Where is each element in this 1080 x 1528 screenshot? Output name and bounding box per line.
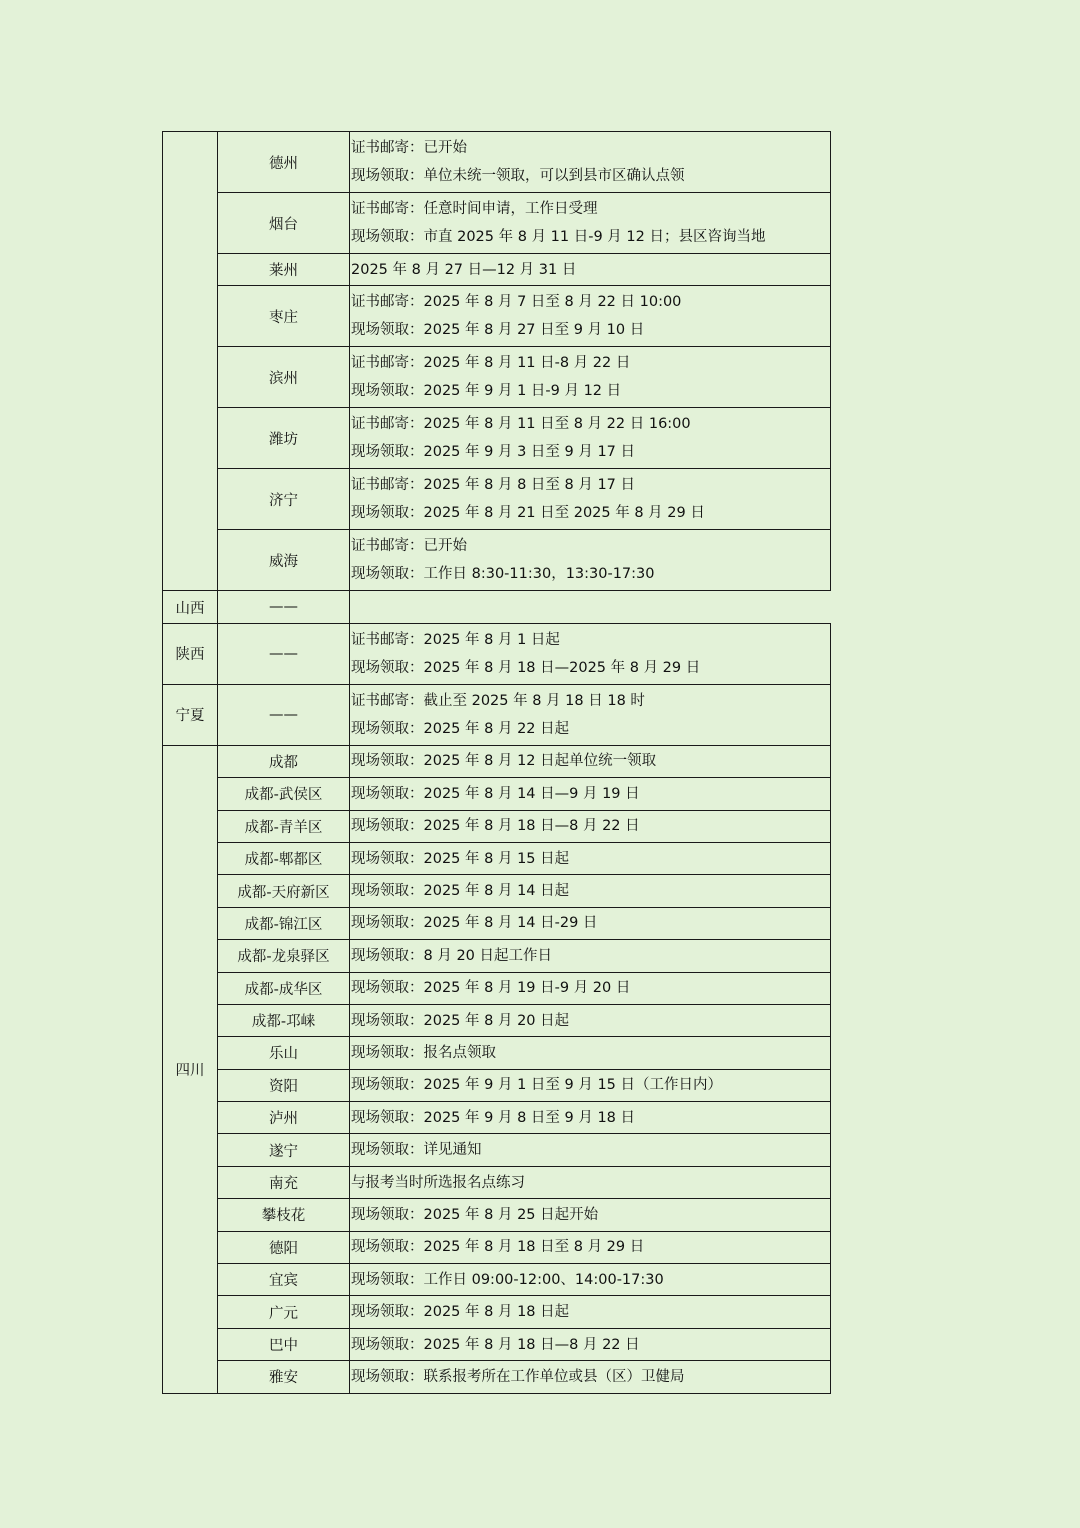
detail-line: 证书邮寄：已开始 <box>351 538 467 555</box>
table-row <box>163 1296 831 1328</box>
detail-cell <box>350 132 831 193</box>
table-body <box>163 132 831 1394</box>
detail-cell <box>350 907 831 939</box>
city-cell: 雅安 <box>218 1361 350 1393</box>
detail-cell <box>350 1166 831 1198</box>
city-cell: —— <box>218 591 350 623</box>
detail-line: 现场领取：2025 年 9 月 1 日-9 月 12 日 <box>351 383 622 400</box>
table-row <box>163 1102 831 1134</box>
certificate-collection-table <box>162 131 831 1394</box>
city-cell: 成都-锦江区 <box>218 907 350 939</box>
city-cell: 攀枝花 <box>218 1199 350 1231</box>
table-row <box>163 1166 831 1198</box>
detail-line: 证书邮寄：2025 年 8 月 11 日至 8 月 22 日 16:00 <box>351 416 691 433</box>
detail-line: 现场领取：2025 年 8 月 14 日起 <box>351 883 570 900</box>
province-cell: 山西 <box>163 591 218 623</box>
table-row <box>163 1199 831 1231</box>
detail-cell <box>350 1004 831 1036</box>
city-cell: 烟台 <box>218 193 350 254</box>
city-cell: —— <box>218 623 350 684</box>
detail-cell <box>350 972 831 1004</box>
detail-cell <box>350 1037 831 1069</box>
table-row <box>163 778 831 810</box>
city-cell: 德州 <box>218 132 350 193</box>
province-cell: 宁夏 <box>163 684 218 745</box>
detail-cell <box>350 623 831 684</box>
detail-cell <box>350 1361 831 1393</box>
detail-cell <box>350 1102 831 1134</box>
city-cell: 泸州 <box>218 1102 350 1134</box>
city-cell: 莱州 <box>218 254 350 286</box>
table-row <box>163 132 831 193</box>
province-cell <box>163 132 218 591</box>
detail-line: 现场领取：2025 年 8 月 22 日起 <box>351 720 570 737</box>
detail-cell <box>350 591 831 623</box>
city-cell: 成都-邛崃 <box>218 1004 350 1036</box>
detail-line: 证书邮寄：2025 年 8 月 1 日起 <box>351 631 560 648</box>
city-cell: 成都-龙泉驿区 <box>218 940 350 972</box>
city-cell: 资阳 <box>218 1069 350 1101</box>
detail-line: 现场领取：2025 年 8 月 21 日至 2025 年 8 月 29 日 <box>351 505 705 522</box>
detail-line: 现场领取：工作日 09:00-12:00、14:00-17:30 <box>351 1271 664 1288</box>
city-cell: 潍坊 <box>218 408 350 469</box>
detail-line: 现场领取：详见通知 <box>351 1142 482 1159</box>
province-cell: 四川 <box>163 745 218 1393</box>
city-cell: 成都-成华区 <box>218 972 350 1004</box>
province-cell: 陕西 <box>163 623 218 684</box>
table-row <box>163 1134 831 1166</box>
detail-line: 现场领取：2025 年 8 月 27 日至 9 月 10 日 <box>351 322 645 339</box>
detail-line: 证书邮寄：2025 年 8 月 7 日至 8 月 22 日 10:00 <box>351 294 682 311</box>
city-cell: 成都-青羊区 <box>218 810 350 842</box>
detail-cell <box>350 286 831 347</box>
detail-line: 现场领取：单位未统一领取，可以到县市区确认点领 <box>351 168 685 184</box>
detail-cell <box>350 1069 831 1101</box>
table-row <box>163 1231 831 1263</box>
detail-cell <box>350 745 831 777</box>
table-row <box>163 408 831 469</box>
table-row <box>163 972 831 1004</box>
table-row <box>163 940 831 972</box>
detail-line: 证书邮寄：2025 年 8 月 8 日至 8 月 17 日 <box>351 477 636 494</box>
table-row <box>163 1361 831 1393</box>
detail-line: 现场领取：2025 年 8 月 14 日-29 日 <box>351 915 598 932</box>
table-row <box>163 193 831 254</box>
detail-cell <box>350 530 831 591</box>
detail-line: 现场领取：2025 年 8 月 12 日起单位统一领取 <box>351 753 657 770</box>
detail-line: 证书邮寄：2025 年 8 月 11 日-8 月 22 日 <box>351 355 631 372</box>
detail-line: 现场领取：2025 年 8 月 18 日起 <box>351 1304 570 1321</box>
detail-line: 现场领取：工作日 8:30-11:30，13:30-17:30 <box>351 566 655 583</box>
city-cell: 南充 <box>218 1166 350 1198</box>
detail-cell <box>350 778 831 810</box>
table-row <box>163 875 831 907</box>
city-cell: 成都-郫都区 <box>218 842 350 874</box>
city-cell: 济宁 <box>218 469 350 530</box>
detail-line: 现场领取：联系报考所在工作单位或县（区）卫健局 <box>351 1368 685 1385</box>
city-cell: 成都-天府新区 <box>218 875 350 907</box>
detail-cell <box>350 875 831 907</box>
city-cell: 宜宾 <box>218 1264 350 1296</box>
detail-cell <box>350 1296 831 1328</box>
city-cell: 遂宁 <box>218 1134 350 1166</box>
detail-line: 现场领取：2025 年 8 月 20 日起 <box>351 1012 570 1029</box>
table-row <box>163 530 831 591</box>
detail-line: 证书邮寄：任意时间申请，工作日受理 <box>351 201 598 217</box>
detail-line: 现场领取：2025 年 8 月 14 日—9 月 19 日 <box>351 785 640 802</box>
detail-cell <box>350 1231 831 1263</box>
detail-line: 现场领取：2025 年 9 月 1 日至 9 月 15 日（工作日内） <box>351 1077 723 1094</box>
city-cell: 成都-武侯区 <box>218 778 350 810</box>
detail-line: 现场领取：2025 年 8 月 18 日—2025 年 8 月 29 日 <box>351 659 701 676</box>
city-cell: 威海 <box>218 530 350 591</box>
detail-cell <box>350 1199 831 1231</box>
city-cell: 乐山 <box>218 1037 350 1069</box>
detail-cell <box>350 1134 831 1166</box>
detail-line: 现场领取：2025 年 8 月 18 日—8 月 22 日 <box>351 818 640 835</box>
detail-line: 现场领取：2025 年 8 月 15 日起 <box>351 850 570 867</box>
detail-cell <box>350 842 831 874</box>
table-row <box>163 907 831 939</box>
table-row <box>163 623 831 684</box>
detail-line: 现场领取：市直 2025 年 8 月 11 日-9 月 12 日；县区咨询当地 <box>351 229 766 245</box>
table-row <box>163 469 831 530</box>
table-row <box>163 1004 831 1036</box>
city-cell: 枣庄 <box>218 286 350 347</box>
city-cell: 滨州 <box>218 347 350 408</box>
detail-line: 证书邮寄：截止至 2025 年 8 月 18 日 18 时 <box>351 692 645 709</box>
city-cell: 广元 <box>218 1296 350 1328</box>
detail-line: 现场领取：2025 年 8 月 18 日至 8 月 29 日 <box>351 1239 645 1256</box>
detail-cell <box>350 469 831 530</box>
detail-line: 现场领取：报名点领取 <box>351 1044 496 1061</box>
table-row <box>163 254 831 286</box>
detail-cell <box>350 193 831 254</box>
detail-line: 现场领取：2025 年 8 月 25 日起开始 <box>351 1206 599 1223</box>
city-cell: 成都 <box>218 745 350 777</box>
table-row <box>163 1037 831 1069</box>
detail-line: 2025 年 8 月 27 日—12 月 31 日 <box>351 261 577 278</box>
city-cell: 巴中 <box>218 1328 350 1360</box>
table-row <box>163 1328 831 1360</box>
table-row <box>163 684 831 745</box>
detail-cell <box>350 1328 831 1360</box>
detail-line: 现场领取：2025 年 8 月 19 日-9 月 20 日 <box>351 980 631 997</box>
detail-cell <box>350 254 831 286</box>
table-row <box>163 745 831 777</box>
table-row <box>163 1264 831 1296</box>
detail-line: 证书邮寄：已开始 <box>351 140 467 156</box>
detail-line: 现场领取：2025 年 9 月 3 日至 9 月 17 日 <box>351 444 636 461</box>
table-row <box>163 591 831 623</box>
city-cell: —— <box>218 684 350 745</box>
detail-line: 与报考当时所选报名点练习 <box>351 1174 525 1191</box>
detail-line: 现场领取：2025 年 9 月 8 日至 9 月 18 日 <box>351 1109 636 1126</box>
table-row <box>163 347 831 408</box>
detail-line: 现场领取：8 月 20 日起工作日 <box>351 947 553 964</box>
detail-cell <box>350 684 831 745</box>
detail-cell <box>350 1264 831 1296</box>
city-cell: 德阳 <box>218 1231 350 1263</box>
table-row <box>163 810 831 842</box>
table-row <box>163 1069 831 1101</box>
detail-line: 现场领取：2025 年 8 月 18 日—8 月 22 日 <box>351 1336 640 1353</box>
detail-cell <box>350 408 831 469</box>
table-row <box>163 286 831 347</box>
table-row <box>163 842 831 874</box>
detail-cell <box>350 940 831 972</box>
detail-cell <box>350 810 831 842</box>
detail-cell <box>350 347 831 408</box>
